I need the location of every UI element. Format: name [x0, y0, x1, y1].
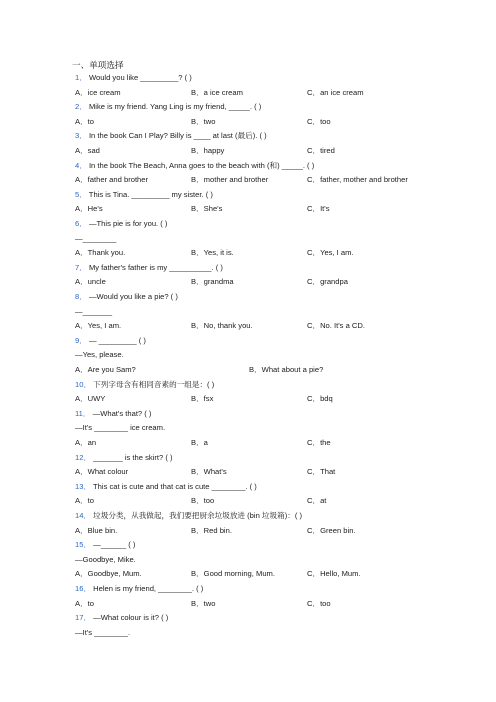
question-stem [75, 613, 168, 623]
answer-option[interactable]: A．Thank you. [75, 248, 126, 258]
question-number: 10． [75, 379, 92, 389]
answer-option[interactable]: B．a ice cream [191, 87, 243, 97]
question-number: 3． [75, 131, 87, 141]
question-stem [75, 263, 223, 273]
answer-option[interactable]: A．Goodbye, Mum. [75, 569, 142, 579]
answer-option[interactable]: B．Red bin. [191, 525, 232, 535]
question-stem [75, 131, 267, 141]
question-stem [75, 219, 167, 229]
answer-option[interactable]: A．to [75, 496, 94, 506]
question-text: 下列字母含有相同音素的一组是：( ) [91, 379, 215, 389]
answer-option[interactable]: B．What's [191, 467, 227, 477]
answer-option[interactable]: C．father, mother and brother [307, 175, 408, 185]
answer-option[interactable]: A．to [75, 116, 94, 126]
answer-option[interactable]: A．sad [75, 146, 100, 155]
question-text: My father's father is my __________. ( ) [86, 262, 223, 272]
answer-option[interactable]: A．Blue bin. [75, 525, 118, 535]
question-text: In the book The Beach, Anna goes to the beach with (和) _____. ( ) [86, 160, 315, 170]
answer-option[interactable]: C．Yes, I am. [307, 248, 354, 258]
question-number: 9． [75, 335, 87, 345]
answer-option[interactable]: A．Yes, I am. [75, 321, 122, 331]
answer-option[interactable]: A．uncle [75, 277, 106, 287]
answer-option[interactable]: A．ice cream [75, 87, 121, 97]
question-text: Helen is my friend, ________. ( ) [91, 584, 204, 593]
answer-option[interactable]: C．too [307, 598, 331, 608]
answer-option[interactable]: C．Green bin. [307, 525, 356, 535]
question-text: —Would you like a pie? ( ) [86, 292, 178, 301]
question-number: 13． [75, 481, 92, 491]
dialogue-line: —Goodbye, Mike. [75, 554, 136, 564]
question-text: _______ is the skirt? ( ) [91, 452, 173, 462]
dialogue-line: —________ [75, 233, 117, 243]
answer-option[interactable]: C．at [307, 496, 327, 506]
question-text: In the book Can I Play? Billy is ____ at last (最后). ( ) [86, 131, 267, 141]
question-text: —What's that? ( ) [90, 408, 152, 418]
dialogue-line: —Yes, please. [75, 350, 124, 360]
question-number: 5． [75, 189, 87, 199]
question-number: 17． [75, 613, 92, 623]
question-text: —This pie is for you. ( ) [86, 219, 168, 228]
dialogue-line: —It's ________. [75, 627, 131, 637]
question-stem [75, 161, 314, 171]
answer-option[interactable]: B．No, thank you. [191, 321, 253, 331]
question-number: 8． [75, 292, 87, 301]
answer-option[interactable]: C．grandpa [307, 277, 348, 287]
question-number: 16． [75, 584, 92, 593]
question-stem [75, 190, 213, 200]
answer-option[interactable]: B．mother and brother [191, 175, 269, 185]
question-number: 12． [75, 452, 92, 462]
answer-option[interactable]: A．What colour [75, 467, 129, 477]
question-stem [75, 73, 192, 83]
question-number: 11． [75, 408, 91, 418]
question-text: — _________ ( ) [86, 335, 146, 345]
question-text: This is Tina. _________ my sister. ( ) [86, 189, 213, 199]
answer-option[interactable]: B．Good morning, Mum. [191, 569, 275, 579]
question-stem [75, 292, 178, 302]
question-stem [75, 102, 261, 112]
answer-option[interactable]: A．UWY [75, 394, 106, 404]
answer-option[interactable]: C．It's [307, 204, 330, 214]
answer-option[interactable]: B．Yes, it is. [191, 248, 234, 258]
question-number: 15． [75, 540, 92, 550]
question-number: 6． [75, 219, 87, 228]
question-text: This cat is cute and that cat is cute ________. ( ) [91, 481, 257, 491]
dialogue-line: —_______ [75, 306, 113, 316]
answer-option[interactable]: B．grandma [191, 277, 234, 287]
answer-option[interactable]: C．the [307, 438, 331, 447]
question-stem [75, 453, 173, 463]
question-stem [75, 336, 146, 346]
answer-option[interactable]: B．two [191, 598, 216, 608]
question-text: —What colour is it? ( ) [91, 613, 169, 623]
question-number: 7． [75, 262, 87, 272]
answer-option[interactable]: C．too [307, 116, 331, 126]
question-text: Would you like _________? ( ) [86, 73, 192, 82]
question-number: 14． [75, 511, 92, 520]
answer-option[interactable]: C．tired [307, 146, 335, 155]
question-text: Mike is my friend. Yang Ling is my friend, _____. ( ) [86, 102, 262, 112]
answer-option[interactable]: B．fsx [191, 394, 214, 404]
question-number: 2． [75, 102, 87, 112]
answer-option[interactable]: C．Hello, Mum. [307, 569, 361, 579]
question-stem [75, 511, 302, 521]
question-stem [75, 584, 203, 594]
answer-option[interactable]: B．She's [191, 204, 223, 214]
answer-option[interactable]: A．an [75, 438, 97, 447]
section-title: 一、单项选择 [72, 60, 124, 70]
question-stem [75, 409, 151, 419]
answer-option[interactable]: B．too [191, 496, 215, 506]
answer-option[interactable]: B．two [191, 116, 216, 126]
question-stem [75, 540, 135, 550]
answer-option[interactable]: B．happy [191, 146, 225, 155]
answer-option[interactable]: C．an ice cream [307, 87, 364, 97]
answer-option[interactable]: C．That [307, 467, 336, 477]
question-text: —______ ( ) [91, 540, 136, 550]
question-stem [75, 482, 257, 492]
question-stem [75, 380, 214, 390]
question-number: 1． [75, 73, 87, 82]
answer-option[interactable]: A．to [75, 598, 94, 608]
dialogue-line: —It's ________ ice cream. [75, 423, 166, 433]
answer-option[interactable]: B．a [191, 438, 208, 447]
answer-option[interactable]: A．Are you Sam? [75, 365, 136, 374]
answer-option[interactable]: A．father and brother [75, 175, 149, 185]
answer-option[interactable]: C．No. It's a CD. [307, 321, 365, 331]
question-number: 4． [75, 160, 87, 170]
answer-option[interactable]: B．What about a pie? [249, 365, 324, 374]
answer-option[interactable]: C．bdq [307, 394, 333, 404]
answer-option[interactable]: A．He's [75, 204, 103, 214]
question-text: 垃圾分类，从我做起，我们要把厨余垃圾放进 (bin 垃圾箱)：( ) [91, 511, 302, 520]
